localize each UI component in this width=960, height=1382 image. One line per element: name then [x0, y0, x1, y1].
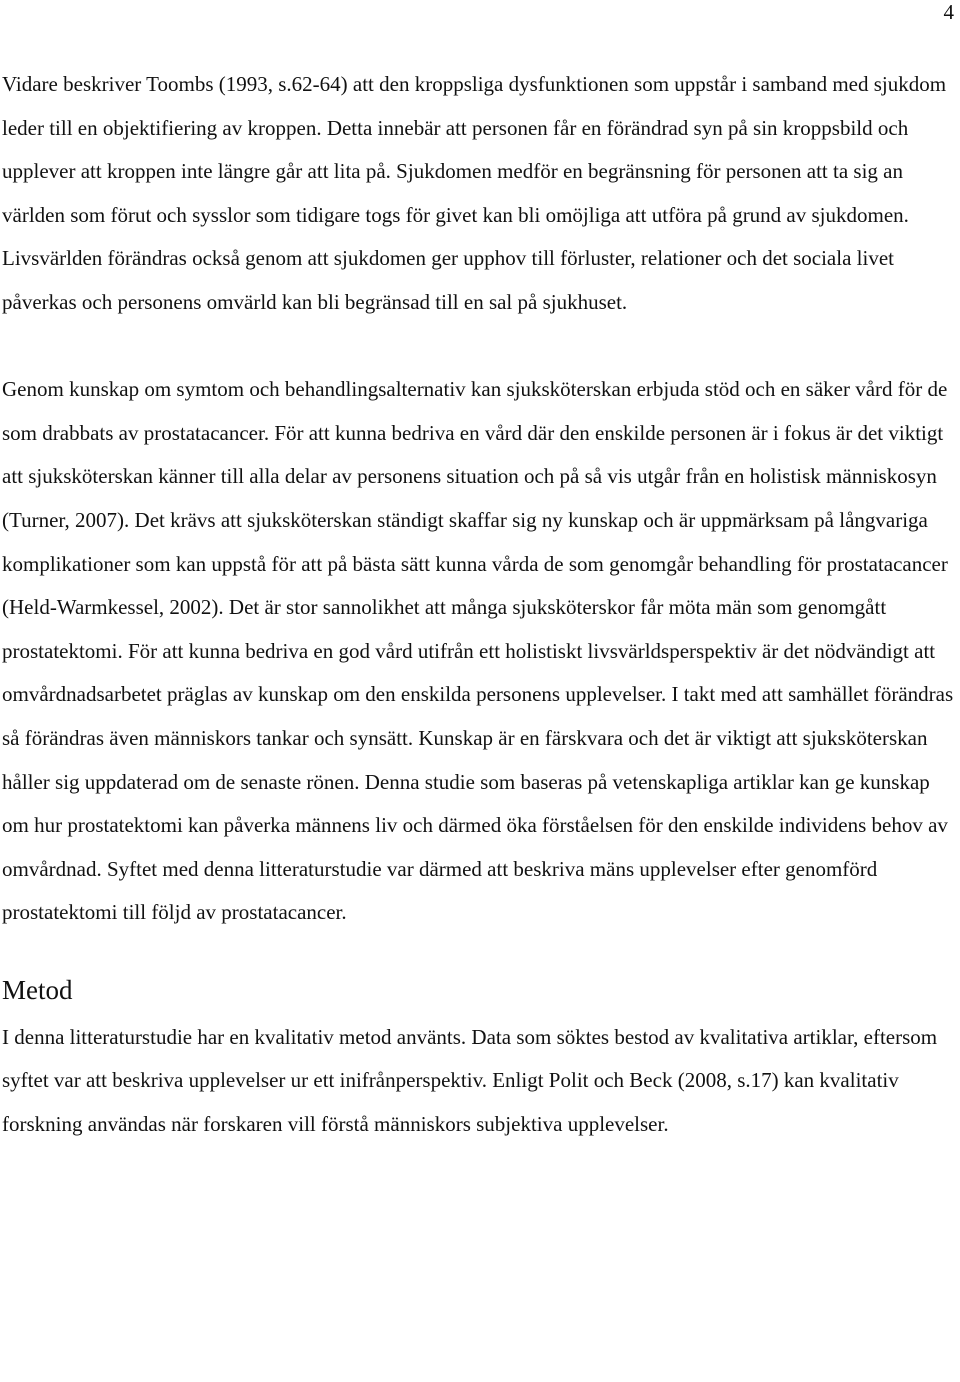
- paragraph-toombs: Vidare beskriver Toombs (1993, s.62-64) att den kroppsliga dysfunktionen som uppstår i samband med sjukdom leder till en objektifiering av kroppen. Detta innebär att personen får en förändrad syn på sin kroppsbild och upplever att kroppen inte längre går att lita på. Sjukdomen medför en begränsning för personen att ta sig an världen som förut och sysslor som tidigare togs för givet kan bli omöjliga att utföra på grund av sjukdomen. Livsvärlden förändras också genom att sjukdomen ger upphov till förluster, relationer och det sociala livet påverkas och personens omvärld kan bli begränsad till en sal på sjukhuset.: [2, 72, 947, 314]
- section-heading-metod: Metod: [2, 974, 73, 1005]
- page-content: [2, 63, 958, 1147]
- page-number: 4: [943, 0, 954, 24]
- paragraph-knowledge: Genom kunskap om symtom och behandlingsalternativ kan sjuksköterskan erbjuda stöd och en säker vård för de som drabbats av prostatacancer. För att kunna bedriva en vård där den enskilde personen är i fokus är det viktigt att sjuksköterskan känner till alla delar av personens situation och på så vis utgår från en holistisk människosyn (Turner, 2007). Det krävs att sjuksköterskan ständigt skaffar sig ny kunskap och är uppmärksam på långvariga komplikationer som kan uppstå för att på bästa sätt kunna vårda de som genomgår behandling för prostatacancer (Held-Warmkessel, 2002). Det är stor sannolikhet att många sjuksköterskor får möta män som genomgått prostatektomi. För att kunna bedriva en god vård utifrån ett holistiskt livsvärldsperspektiv är det nödvändigt att omvårdnadsarbetet präglas av kunskap om den enskilda personens upplevelser. I takt med att samhället förändras så förändras även människors tankar och synsätt. Kunskap är en färskvara och det är viktigt att sjuksköterskan håller sig uppdaterad om de senaste rönen. Denna studie som baseras på vetenskapliga artiklar kan ge kunskap om hur prostatektomi kan påverka männens liv och därmed öka förståelsen för den enskilde individens behov av omvårdnad. Syftet med denna litteraturstudie var därmed att beskriva mäns upplevelser efter genomförd prostatektomi till följd av prostatacancer.: [2, 377, 954, 925]
- paragraph-method: I denna litteraturstudie har en kvalitativ metod använts. Data som söktes bestod av kvalitativa artiklar, eftersom syftet var att beskriva upplevelser ur ett inifrånperspektiv. Enligt Polit och Beck (2008, s.17) kan kvalitativ forskning användas när forskaren vill förstå människors subjektiva upplevelser.: [2, 1024, 938, 1137]
